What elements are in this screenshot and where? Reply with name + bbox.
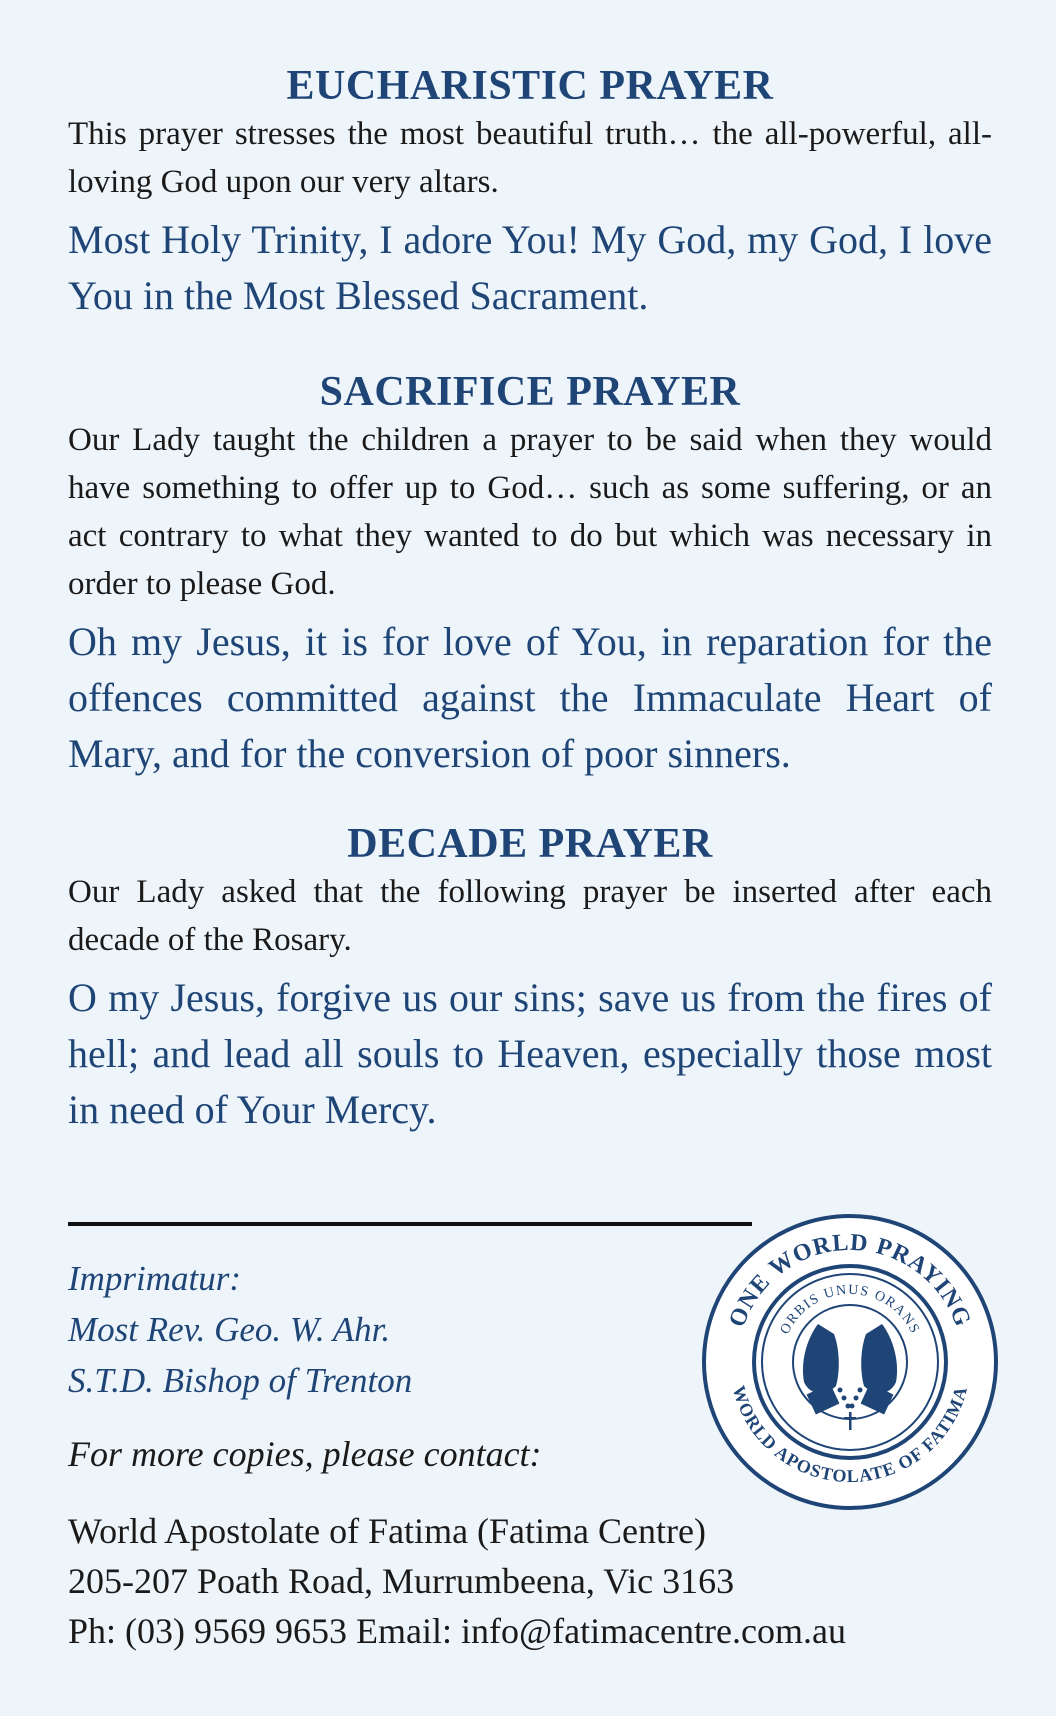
section-intro-eucharistic: This prayer stresses the most beautiful truth… the all-powerful, all-loving God upon our very altars. (68, 116, 992, 200)
section-heading-decade: DECADE PRAYER (347, 821, 713, 867)
section-heading-sacrifice: SACRIFICE PRAYER (319, 369, 741, 415)
imprimatur-line1: Most Rev. Geo. W. Ahr. (68, 1310, 391, 1349)
prayer-text-decade: O my Jesus, forgive us our sins; save us from the fires of hell; and lead all souls to Heaven, especially those most in need of Your Mercy. (68, 975, 992, 1132)
contact-address: 205-207 Poath Road, Murrumbeena, Vic 3163 (68, 1561, 735, 1601)
divider-rule (68, 1222, 752, 1226)
section-intro-sacrifice: Our Lady taught the children a prayer to be said when they would have something to offer up to God… such as some suffering, or an act contrary to what they wanted to do but which was necessary in order to please God. (68, 422, 992, 602)
imprimatur-label: Imprimatur: (68, 1259, 242, 1298)
svg-text:ONE WORLD PRAYING: ONE WORLD PRAYING (724, 1229, 976, 1331)
copies-note: For more copies, please contact: (68, 1434, 542, 1474)
fatima-seal-logo (700, 1212, 1000, 1512)
contact-phone-email: Ph: (03) 9569 9653 Email: info@fatimacentre.com.au (68, 1611, 846, 1651)
svg-text:WORLD APOSTOLATE OF FATIMA: WORLD APOSTOLATE OF FATIMA (728, 1383, 972, 1487)
prayer-text-eucharistic: Most Holy Trinity, I adore You! My God, my God, I love You in the Most Blessed Sacrament. (68, 217, 992, 318)
contact-block (68, 1506, 1008, 1656)
imprimatur-block (68, 1253, 668, 1406)
imprimatur-line2: S.T.D. Bishop of Trenton (68, 1361, 413, 1400)
section-heading-eucharistic: EUCHARISTIC PRAYER (286, 63, 774, 109)
svg-text:ORBIS UNUS ORANS: ORBIS UNUS ORANS (777, 1282, 923, 1337)
prayer-text-sacrifice: Oh my Jesus, it is for love of You, in reparation for the offences committed against the Immaculate Heart of Mary, and for the conversion of poor sinners. (68, 619, 992, 776)
section-intro-decade: Our Lady asked that the following prayer be inserted after each decade of the Rosary. (68, 874, 992, 958)
contact-org: World Apostolate of Fatima (Fatima Centre) (68, 1511, 706, 1551)
prayers-content (68, 62, 992, 1138)
